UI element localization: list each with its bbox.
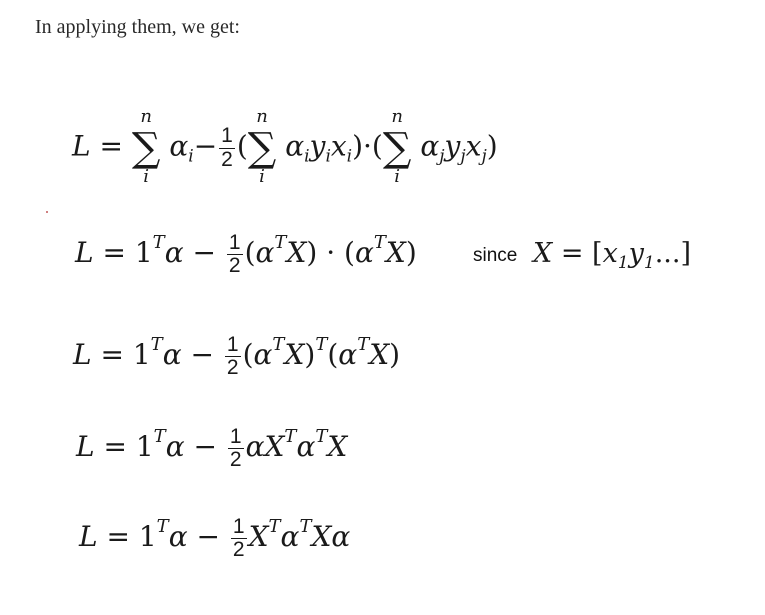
summation-1: n ∑ i [131,106,161,187]
x-definition: $X = [x_1y_1...]$ [533,238,691,273]
summation-2: n ∑ i [247,106,277,187]
stray-mark [46,211,48,213]
equation-4: $L = 1^T\alpha$ − $\frac{1}{2}$ $\alpha X^T\alpha^TX$ [76,425,348,472]
fraction-1: $\frac{1}{2}$ [221,124,233,171]
since-label: since [473,245,518,266]
intro-paragraph: In applying them, we get: [35,16,240,38]
equation-1: L = n ∑ i $\alpha_i-$ $\frac{1}{2}$ ( n ∑ i $\alpha_iy_ix_i)\cdot$( n ∑ i $\alpha_jy_jx_j$) [72,106,498,187]
equation-5: $L = 1^T\alpha$ − $\frac{1}{2}$ $X^T\alpha^TX\alpha$ [79,515,351,562]
fraction-2: $\frac{1}{2}$ [228,231,241,278]
equation-3: $L = 1^T\alpha$ − $\frac{1}{2}$ $(\alpha^TX)^T(\alpha^TX)$ [73,333,401,380]
fraction-5: $\frac{1}{2}$ [232,515,245,562]
fraction-4: $\frac{1}{2}$ [229,425,242,472]
summation-3: n ∑ i [382,106,412,187]
equation-2: $L = 1^T\alpha$ − $\frac{1}{2}$ $(\alpha^TX) \cdot (\alpha^TX)$ [75,231,417,278]
fraction-3: $\frac{1}{2}$ [226,333,239,380]
